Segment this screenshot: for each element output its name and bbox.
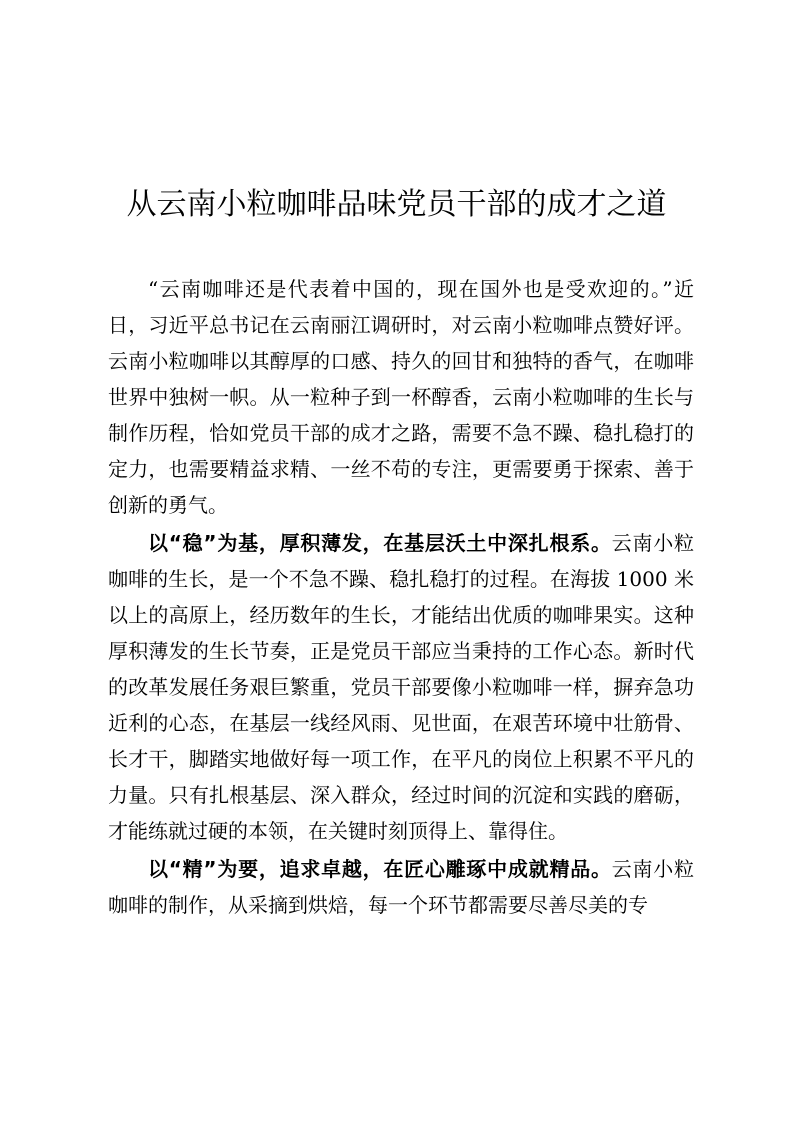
paragraph-excellence-lead: 以“精”为要，追求卓越，在匠心雕琢中成就精品。 [148,857,612,881]
document-title: 从云南小粒咖啡品味党员干部的成才之道 [126,187,667,222]
paragraph-stability-text: 云南小粒咖啡的生长，是一个不急不躁、稳扎稳打的过程。在海拔 1000 米以上的高原上，经历数年的生长，才能结出优质的咖啡果实。这种厚积薄发的生长节奏，正是党员干部应当秉持的工作心态。新时代的改革发展任务艰巨繁重，党员干部要像小粒咖啡一样，摒弃急功近利的心态，在基层一线经风雨、见世面，在艰苦环境中壮筋骨、长才干，脚踏实地做好每一项工作，在平凡的岗位上积累不平凡的力量。只有扎根基层、深入群众，经过时间的沉淀和实践的磨砺，才能练就过硬的本领，在关键时刻顶得上、靠得住。 [108,531,694,843]
paragraph-intro-text: “云南咖啡还是代表着中国的，现在国外也是受欢迎的。”近日，习近平总书记在云南丽江调研时，对云南小粒咖啡点赞好评。云南小粒咖啡以其醇厚的口感、持久的回甘和独特的香气，在咖啡世界中独树一帜。从一粒种子到一杯醇香，云南小粒咖啡的生长与制作历程，恰如党员干部的成才之路，需要不急不躁、稳扎稳打的定力，也需要精益求精、一丝不苟的专注，更需要勇于探索、善于创新的勇气。 [108,277,694,517]
paragraph-intro [108,271,694,523]
paragraph-stability-lead: 以“稳”为基，厚积薄发，在基层沃土中深扎根系。 [148,531,612,555]
document-body [108,271,694,923]
paragraph-excellence [108,851,694,923]
paragraph-excellence-text: 云南小粒咖啡的制作，从采摘到烘焙，每一个环节都需要尽善尽美的专 [108,857,694,917]
paragraph-stability [108,525,694,849]
